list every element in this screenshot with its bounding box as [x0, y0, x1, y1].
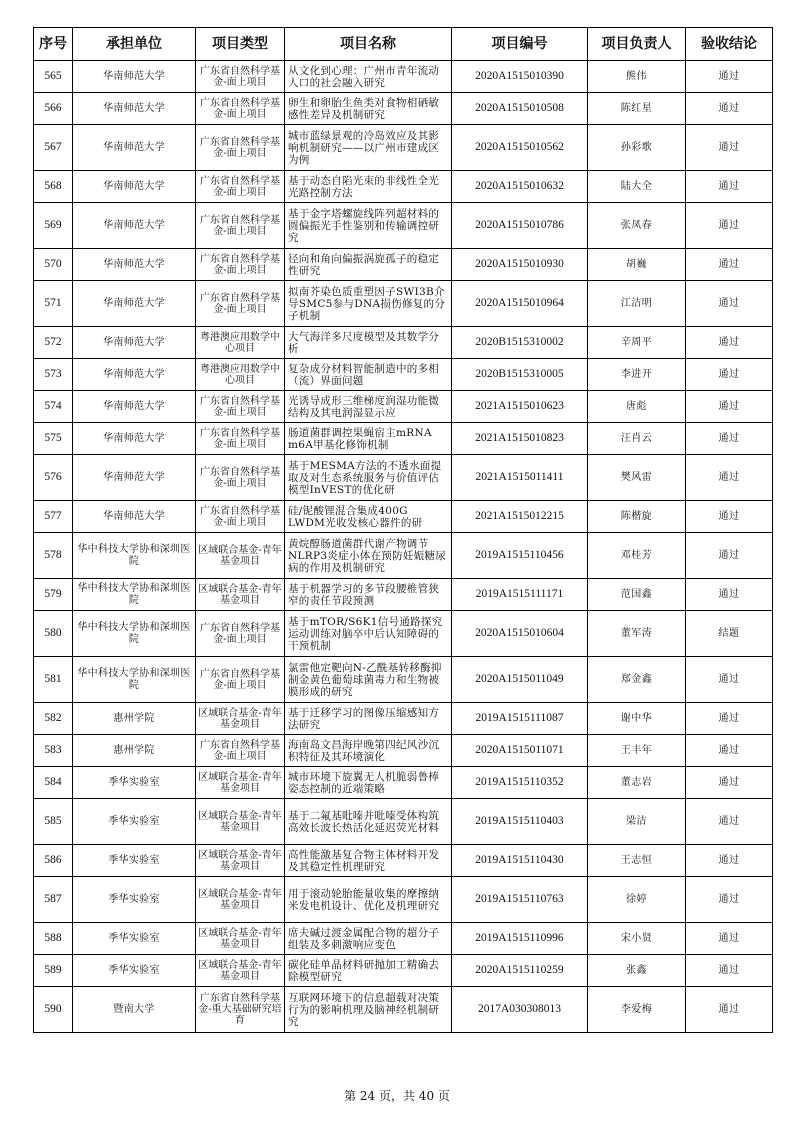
cell-person: 胡巍: [588, 249, 686, 281]
header-person: 项目负责人: [588, 28, 686, 61]
cell-num: 2019A1515111171: [452, 579, 588, 611]
table-row: [34, 703, 773, 735]
cell-unit: 华中科技大学协和深圳医院: [73, 533, 196, 579]
cell-name: 基于MESMA方法的不透水面提取及对生态系统服务与价值评估模型InVEST的优化研: [285, 455, 452, 501]
cell-seq: 567: [34, 125, 73, 171]
cell-unit: 惠州学院: [73, 703, 196, 735]
cell-result: 通过: [686, 579, 773, 611]
cell-name: 用于滚动轮胎能量收集的摩擦纳米发电机设计、优化及机理研究: [285, 877, 452, 923]
table-row: [34, 955, 773, 987]
cell-person: 范国鑫: [588, 579, 686, 611]
cell-unit: 惠州学院: [73, 735, 196, 767]
cell-result: 通过: [686, 281, 773, 327]
cell-unit: 华南师范大学: [73, 327, 196, 359]
cell-num: 2021A1515010623: [452, 391, 588, 423]
cell-num: 2019A1515110763: [452, 877, 588, 923]
header-num: 项目编号: [452, 28, 588, 61]
cell-result: 通过: [686, 703, 773, 735]
header-type: 项目类型: [196, 28, 285, 61]
cell-unit: 季华实验室: [73, 877, 196, 923]
cell-person: 孙彩歌: [588, 125, 686, 171]
cell-result: 通过: [686, 171, 773, 203]
cell-unit: 华南师范大学: [73, 501, 196, 533]
cell-type: 广东省自然科学基金-面上项目: [196, 501, 285, 533]
cell-type: 区域联合基金-青年基金项目: [196, 767, 285, 799]
cell-seq: 571: [34, 281, 73, 327]
table-row: [34, 923, 773, 955]
cell-seq: 589: [34, 955, 73, 987]
table-row: [34, 987, 773, 1033]
cell-type: 区域联合基金-青年基金项目: [196, 877, 285, 923]
cell-unit: 季华实验室: [73, 767, 196, 799]
cell-name: 碳化硅单晶材料研抛加工精确去除模型研究: [285, 955, 452, 987]
cell-num: 2020A1515010930: [452, 249, 588, 281]
cell-name: 拟南芥染色质重塑因子SWI3B介导SMC5参与DNA损伤修复的分子机制: [285, 281, 452, 327]
cell-name: 城市环境下旋翼无人机脆弱鲁棒姿态控制的近端策略: [285, 767, 452, 799]
cell-name: 基于动态自陷光束的非线性全光光路控制方法: [285, 171, 452, 203]
cell-name: 径向和角向偏振涡旋孤子的稳定性研究: [285, 249, 452, 281]
cell-type: 广东省自然科学基金-面上项目: [196, 657, 285, 703]
cell-seq: 587: [34, 877, 73, 923]
cell-name: 光诱导成形三维梯度润湿功能微结构及其电润湿显示应: [285, 391, 452, 423]
cell-type: 广东省自然科学基金-面上项目: [196, 391, 285, 423]
cell-result: 通过: [686, 845, 773, 877]
cell-name: 卵生和卵胎生鱼类对食物相硒敏感性差异及机制研究: [285, 93, 452, 125]
cell-seq: 569: [34, 203, 73, 249]
cell-person: 李爱梅: [588, 987, 686, 1033]
cell-num: 2020A1515011071: [452, 735, 588, 767]
cell-result: 通过: [686, 249, 773, 281]
cell-name: 互联网环境下的信息超载对决策行为的影响机理及脑神经机制研究: [285, 987, 452, 1033]
table-row: [34, 203, 773, 249]
table-row: [34, 327, 773, 359]
cell-person: 郑金鑫: [588, 657, 686, 703]
cell-unit: 华南师范大学: [73, 423, 196, 455]
cell-person: 陈红星: [588, 93, 686, 125]
cell-result: 通过: [686, 61, 773, 93]
cell-seq: 583: [34, 735, 73, 767]
cell-person: 董军涛: [588, 611, 686, 657]
cell-seq: 584: [34, 767, 73, 799]
cell-unit: 季华实验室: [73, 799, 196, 845]
cell-unit: 华南师范大学: [73, 171, 196, 203]
cell-type: 区域联合基金-青年基金项目: [196, 923, 285, 955]
cell-seq: 570: [34, 249, 73, 281]
cell-type: 广东省自然科学基金-面上项目: [196, 93, 285, 125]
table-body: [34, 61, 773, 1033]
cell-num: 2020A1515110259: [452, 955, 588, 987]
header-unit: 承担单位: [73, 28, 196, 61]
cell-seq: 579: [34, 579, 73, 611]
cell-type: 广东省自然科学基金-面上项目: [196, 249, 285, 281]
header-name: 项目名称: [285, 28, 452, 61]
cell-seq: 577: [34, 501, 73, 533]
cell-num: 2020A1515010604: [452, 611, 588, 657]
cell-unit: 华南师范大学: [73, 93, 196, 125]
table-row: [34, 61, 773, 93]
cell-result: 通过: [686, 423, 773, 455]
cell-result: 通过: [686, 767, 773, 799]
cell-name: 基于二氟基吡嗪并吡嗪受体构筑高效长波长热活化延迟荧光材料: [285, 799, 452, 845]
table-row: [34, 281, 773, 327]
cell-num: 2020B1515310005: [452, 359, 588, 391]
cell-type: 区域联合基金-青年基金项目: [196, 533, 285, 579]
cell-seq: 572: [34, 327, 73, 359]
cell-type: 广东省自然科学基金-面上项目: [196, 203, 285, 249]
table-row: [34, 455, 773, 501]
cell-result: 通过: [686, 203, 773, 249]
cell-person: 梁洁: [588, 799, 686, 845]
table-row: [34, 877, 773, 923]
cell-person: 王丰年: [588, 735, 686, 767]
cell-unit: 华南师范大学: [73, 249, 196, 281]
cell-name: 复杂成分材料智能制造中的多相（流）界面问题: [285, 359, 452, 391]
table-row: [34, 125, 773, 171]
cell-person: 徐婷: [588, 877, 686, 923]
cell-seq: 582: [34, 703, 73, 735]
cell-person: 江洁明: [588, 281, 686, 327]
cell-unit: 华中科技大学协和深圳医院: [73, 579, 196, 611]
table-row: [34, 359, 773, 391]
cell-result: 通过: [686, 877, 773, 923]
cell-type: 广东省自然科学基金-面上项目: [196, 171, 285, 203]
table-row: [34, 171, 773, 203]
cell-num: 2019A1515110430: [452, 845, 588, 877]
cell-result: 通过: [686, 923, 773, 955]
cell-unit: 华南师范大学: [73, 391, 196, 423]
cell-num: 2021A1515011411: [452, 455, 588, 501]
cell-type: 广东省自然科学基金-面上项目: [196, 455, 285, 501]
cell-person: 陆大全: [588, 171, 686, 203]
cell-type: 区域联合基金-青年基金项目: [196, 845, 285, 877]
cell-person: 谢中华: [588, 703, 686, 735]
cell-num: 2019A1515110456: [452, 533, 588, 579]
cell-name: 海南岛文昌海岸晚第四纪风沙沉积特征及其环境演化: [285, 735, 452, 767]
cell-result: 通过: [686, 987, 773, 1033]
cell-num: 2020A1515010390: [452, 61, 588, 93]
cell-type: 区域联合基金-青年基金项目: [196, 955, 285, 987]
cell-type: 广东省自然科学基金-面上项目: [196, 125, 285, 171]
cell-seq: 574: [34, 391, 73, 423]
cell-unit: 华南师范大学: [73, 125, 196, 171]
cell-type: 广东省自然科学基金-面上项目: [196, 611, 285, 657]
table-row: [34, 533, 773, 579]
cell-result: 通过: [686, 359, 773, 391]
cell-name: 城市蓝绿景观的冷岛效应及其影响机制研究——以广州市建成区为例: [285, 125, 452, 171]
cell-num: 2020B1515310002: [452, 327, 588, 359]
cell-type: 广东省自然科学基金-面上项目: [196, 61, 285, 93]
cell-unit: 华南师范大学: [73, 455, 196, 501]
cell-type: 区域联合基金-青年基金项目: [196, 703, 285, 735]
cell-name: 大气海洋多尺度模型及其数学分析: [285, 327, 452, 359]
results-table: [33, 27, 773, 1033]
cell-type: 区域联合基金-青年基金项目: [196, 579, 285, 611]
cell-person: 张鑫: [588, 955, 686, 987]
cell-person: 李进开: [588, 359, 686, 391]
cell-type: 广东省自然科学基金-面上项目: [196, 423, 285, 455]
cell-unit: 华中科技大学协和深圳医院: [73, 657, 196, 703]
cell-result: 通过: [686, 955, 773, 987]
cell-num: 2017A030308013: [452, 987, 588, 1033]
cell-unit: 华南师范大学: [73, 203, 196, 249]
cell-result: 通过: [686, 327, 773, 359]
cell-unit: 华南师范大学: [73, 61, 196, 93]
cell-unit: 华南师范大学: [73, 359, 196, 391]
table-row: [34, 735, 773, 767]
cell-name: 基于mTOR/S6K1信号通路探究运动训练对脑卒中后认知障碍的干预机制: [285, 611, 452, 657]
cell-num: 2020A1515010964: [452, 281, 588, 327]
cell-person: 董志岩: [588, 767, 686, 799]
cell-unit: 季华实验室: [73, 845, 196, 877]
header-row: [34, 28, 773, 61]
cell-result: 通过: [686, 93, 773, 125]
cell-name: 黄烷醇肠道菌群代谢产物调节NLRP3炎症小体在预防妊娠糖尿病的作用及机制研究: [285, 533, 452, 579]
table-row: [34, 93, 773, 125]
cell-unit: 季华实验室: [73, 955, 196, 987]
cell-name: 氯雷他定靶向N-乙酰基转移酶抑制金黄色葡萄球菌毒力和生物被膜形成的研究: [285, 657, 452, 703]
header-result: 验收结论: [686, 28, 773, 61]
cell-num: 2019A1515110403: [452, 799, 588, 845]
cell-name: 基于迁移学习的图像压缩感知方法研究: [285, 703, 452, 735]
cell-num: 2019A1515110352: [452, 767, 588, 799]
cell-type: 广东省自然科学基金-面上项目: [196, 281, 285, 327]
cell-result: 通过: [686, 501, 773, 533]
cell-result: 通过: [686, 735, 773, 767]
cell-type: 粤港澳应用数学中心项目: [196, 359, 285, 391]
table-row: [34, 799, 773, 845]
cell-num: 2021A1515012215: [452, 501, 588, 533]
cell-name: 高性能激基复合物主体材料开发及其稳定性机理研究: [285, 845, 452, 877]
cell-type: 区域联合基金-青年基金项目: [196, 799, 285, 845]
cell-result: 通过: [686, 455, 773, 501]
cell-num: 2020A1515010632: [452, 171, 588, 203]
cell-type: 广东省自然科学基金-面上项目: [196, 735, 285, 767]
cell-person: 唐彪: [588, 391, 686, 423]
cell-num: 2019A1515110996: [452, 923, 588, 955]
cell-seq: 566: [34, 93, 73, 125]
cell-unit: 暨南大学: [73, 987, 196, 1033]
cell-seq: 580: [34, 611, 73, 657]
cell-name: 基于金字塔螺旋线阵列超材料的圆偏振光手性鉴别和传输调控研究: [285, 203, 452, 249]
cell-result: 结题: [686, 611, 773, 657]
cell-result: 通过: [686, 391, 773, 423]
cell-person: 邓桂芳: [588, 533, 686, 579]
cell-seq: 573: [34, 359, 73, 391]
cell-person: 樊风雷: [588, 455, 686, 501]
table-row: [34, 579, 773, 611]
cell-name: 席夫碱过渡金属配合物的超分子组装及多刺激响应变色: [285, 923, 452, 955]
cell-person: 辛周平: [588, 327, 686, 359]
cell-num: 2020A1515010562: [452, 125, 588, 171]
table-row: [34, 767, 773, 799]
cell-name: 硅/铌酸锂混合集成400G LWDM光收发核心器件的研: [285, 501, 452, 533]
cell-seq: 588: [34, 923, 73, 955]
cell-unit: 季华实验室: [73, 923, 196, 955]
cell-person: 陈楷旋: [588, 501, 686, 533]
cell-result: 通过: [686, 657, 773, 703]
cell-seq: 581: [34, 657, 73, 703]
cell-person: 宋小贤: [588, 923, 686, 955]
cell-seq: 586: [34, 845, 73, 877]
page-number: 第 24 页，共 40 页: [344, 1089, 450, 1103]
cell-seq: 590: [34, 987, 73, 1033]
cell-seq: 565: [34, 61, 73, 93]
cell-type: 广东省自然科学基金-重大基础研究培育: [196, 987, 285, 1033]
table-row: [34, 423, 773, 455]
table-row: [34, 845, 773, 877]
cell-unit: 华南师范大学: [73, 281, 196, 327]
cell-type: 粤港澳应用数学中心项目: [196, 327, 285, 359]
cell-num: 2020A1515010508: [452, 93, 588, 125]
cell-seq: 576: [34, 455, 73, 501]
cell-person: 熊伟: [588, 61, 686, 93]
cell-name: 肠道菌群调控果蝇宿主mRNA m6A甲基化修饰机制: [285, 423, 452, 455]
cell-result: 通过: [686, 533, 773, 579]
table-row: [34, 501, 773, 533]
table-row: [34, 611, 773, 657]
cell-name: 基于机器学习的多节段腰椎管狭窄的责任节段预测: [285, 579, 452, 611]
cell-num: 2020A1515010786: [452, 203, 588, 249]
cell-result: 通过: [686, 125, 773, 171]
cell-name: 从文化到心理：广州市青年流动人口的社会融入研究: [285, 61, 452, 93]
cell-person: 张凤春: [588, 203, 686, 249]
cell-seq: 578: [34, 533, 73, 579]
cell-person: 汪肖云: [588, 423, 686, 455]
table-row: [34, 249, 773, 281]
cell-result: 通过: [686, 799, 773, 845]
table-row: [34, 391, 773, 423]
cell-num: 2019A1515111087: [452, 703, 588, 735]
results-table-container: [33, 27, 772, 1033]
cell-seq: 575: [34, 423, 73, 455]
cell-seq: 585: [34, 799, 73, 845]
cell-unit: 华中科技大学协和深圳医院: [73, 611, 196, 657]
cell-num: 2020A1515011049: [452, 657, 588, 703]
cell-num: 2021A1515010823: [452, 423, 588, 455]
table-row: [34, 657, 773, 703]
header-seq: 序号: [34, 28, 73, 61]
cell-seq: 568: [34, 171, 73, 203]
cell-person: 王志恒: [588, 845, 686, 877]
